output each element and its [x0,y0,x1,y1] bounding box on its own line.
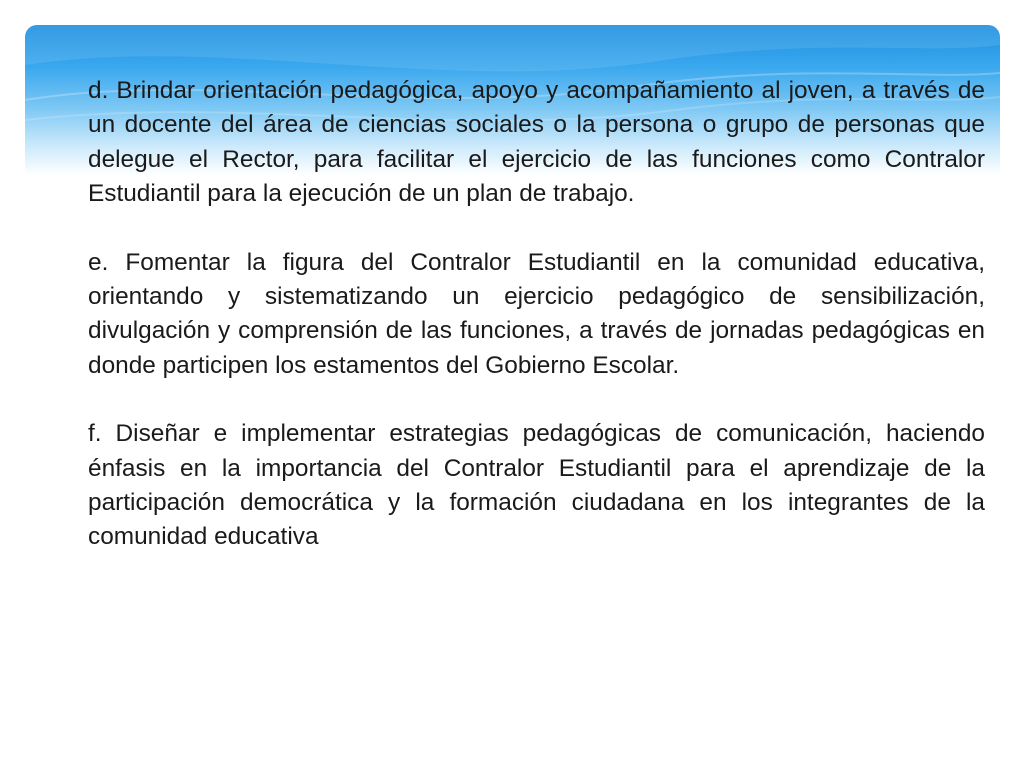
paragraph-f: f. Diseñar e implementar estrategias pedagógicas de comunicación, haciendo énfasis en la importancia del Contralor Estudiantil para el aprendizaje de la participación democrática y la formación ciudadana en los integrantes de la comunidad educativa [88,420,985,551]
slide-body-text [88,74,985,589]
paragraph-e: e. Fomentar la figura del Contralor Estudiantil en la comunidad educativa, orientando y sistematizando un ejercicio pedagógico de sensibilización, divulgación y comprensión de las funciones, a través de jornadas pedagógicas en donde participen los estamentos del Gobierno Escolar. [88,248,985,379]
paragraph-d: d. Brindar orientación pedagógica, apoyo y acompañamiento al joven, a través de un docente del área de ciencias sociales o la persona o grupo de personas que delegue el Rector, para facilitar el ejercicio de las funciones como Contralor Estudiantil para la ejecución de un plan de trabajo. [88,77,985,208]
